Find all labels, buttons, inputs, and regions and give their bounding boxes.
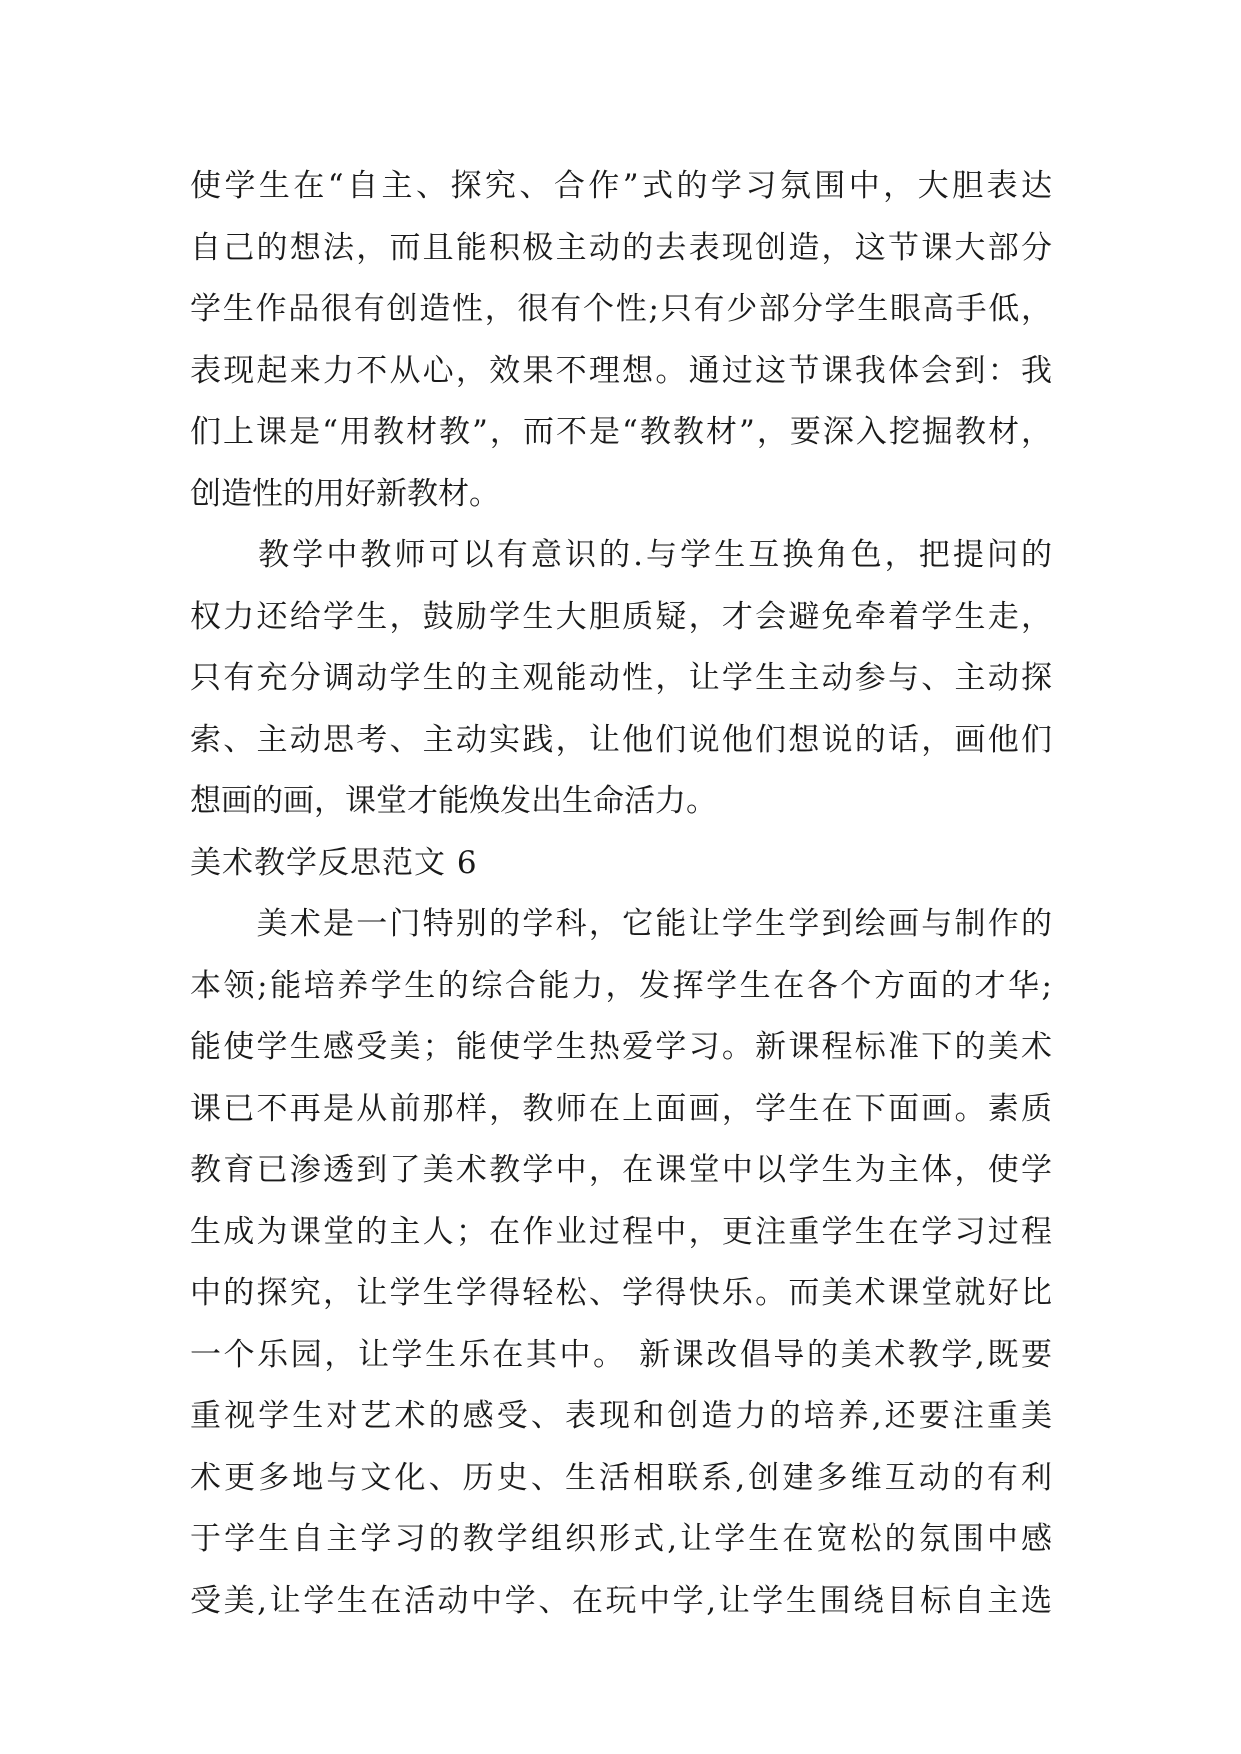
text-line: 中的探究，让学生学得轻松、学得快乐。而美术课堂就好比: [190, 1275, 1052, 1311]
text-line: 学生作品很有创造性，很有个性;只有少部分学生眼高手低，: [190, 291, 1052, 327]
text-line: 受美,让学生在活动中学、在玩中学,让学生围绕目标自主选: [190, 1582, 1052, 1619]
text-line: 们上课是“用教材教”，而不是“教教材”，要深入挖掘教材，: [190, 414, 1052, 450]
paragraph: [190, 156, 1052, 525]
text-line: 表现起来力不从心，效果不理想。通过这节课我体会到：我: [190, 352, 1052, 389]
text-line: 课已不再是从前那样，教师在上面画，学生在下面画。素质: [190, 1090, 1052, 1127]
text-line: 重视学生对艺术的感受、表现和创造力的培养,还要注重美: [190, 1398, 1052, 1434]
paragraph: [190, 894, 1052, 1632]
text-line: 只有充分调动学生的主观能动性，让学生主动参与、主动探: [190, 660, 1052, 696]
text-line: 术更多地与文化、历史、生活相联系,创建多维互动的有利: [190, 1459, 1052, 1496]
text-line: 创造性的用好新教材。: [190, 475, 500, 512]
document-body: [190, 156, 1052, 1632]
text-line: 想画的画，课堂才能焕发出生命活力。: [190, 783, 717, 819]
text-line: 自己的想法，而且能积极主动的去表现创造，这节课大部分: [190, 229, 1052, 266]
text-line: 教育已渗透到了美术教学中，在课堂中以学生为主体，使学: [190, 1152, 1052, 1188]
section-heading: 美术教学反思范文 6: [190, 844, 478, 881]
text-line: 生成为课堂的主人；在作业过程中，更注重学生在学习过程: [190, 1213, 1052, 1250]
text-line: 本领;能培养学生的综合能力，发挥学生在各个方面的才华;: [190, 967, 1052, 1004]
text-line: 权力还给学生，鼓励学生大胆质疑，才会避免牵着学生走，: [190, 598, 1052, 635]
text-line: 于学生自主学习的教学组织形式,让学生在宽松的氛围中感: [190, 1521, 1052, 1557]
text-line: 使学生在“自主、探究、合作”式的学习氛围中，大胆表达: [190, 168, 1052, 204]
text-line: 能使学生感受美；能使学生热爱学习。新课程标准下的美术: [190, 1029, 1052, 1065]
paragraph: [190, 525, 1052, 833]
text-line: 一个乐园，让学生乐在其中。 新课改倡导的美术教学,既要: [190, 1336, 1052, 1373]
text-line: 教学中教师可以有意识的.与学生互换角色，把提问的: [190, 537, 1052, 573]
text-line: 美术是一门特别的学科，它能让学生学到绘画与制作的: [190, 906, 1052, 942]
text-line: 索、主动思考、主动实践，让他们说他们想说的话，画他们: [190, 721, 1052, 758]
